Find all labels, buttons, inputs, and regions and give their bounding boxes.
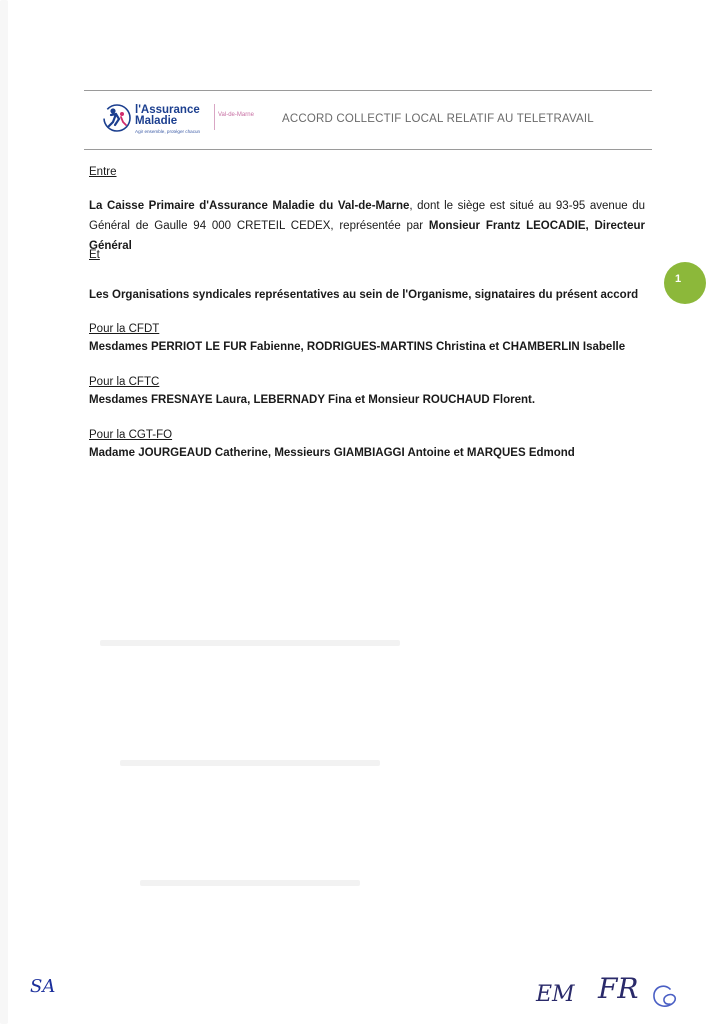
logo-region: Val-de-Marne	[218, 112, 254, 118]
assurance-maladie-logo	[102, 101, 212, 141]
handwritten-initials-left: SA	[30, 976, 56, 997]
header-rule-bottom	[84, 149, 652, 150]
organisations-statement: Les Organisations syndicales représentatives au sein de l'Organisme, signataires du présent accord	[89, 289, 639, 301]
document-title: ACCORD COLLECTIF LOCAL RELATIF AU TELETRAVAIL	[282, 113, 594, 125]
running-figures-logo-icon	[102, 103, 132, 133]
caisse-address: , dont le siège est situé au 93-95 avenue du Général de Gaulle 94 000 CRETEIL CEDEX, représentée par	[89, 200, 645, 232]
scan-ghost	[0, 0, 8, 1024]
scan-ghost	[140, 880, 360, 886]
union-members-cftc: Mesdames FRESNAYE Laura, LEBERNADY Fina et Monsieur ROUCHAUD Florent.	[89, 394, 536, 406]
page-number: 1	[675, 273, 682, 285]
scan-ghost	[100, 640, 400, 646]
handwritten-initials-fr: FR	[598, 972, 639, 1005]
union-heading-cgt-fo: Pour la CGT-FO	[89, 429, 173, 441]
logo-wordmark-line2: Maladie	[135, 115, 178, 127]
union-heading-cfdt: Pour la CFDT	[89, 323, 160, 335]
union-heading-cftc: Pour la CFTC	[89, 376, 160, 388]
page-number-badge	[664, 262, 706, 304]
union-members-cfdt: Mesdames PERRIOT LE FUR Fabienne, RODRIGUES-MARTINS Christina et CHAMBERLIN Isabelle	[89, 341, 626, 353]
handwritten-initials-em: EM	[536, 982, 575, 1007]
logo-wordmark-line1: l'Assurance	[135, 104, 200, 116]
et-label: Et	[89, 249, 100, 261]
caisse-paragraph	[89, 196, 645, 256]
union-members-cgt-fo: Madame JOURGEAUD Catherine, Messieurs GIAMBIAGGI Antoine et MARQUES Edmond	[89, 447, 575, 459]
caisse-name: La Caisse Primaire d'Assurance Maladie du Val-de-Marne	[89, 200, 410, 212]
caisse-representative: Monsieur Frantz LEOCADIE, Directeur Général	[89, 220, 645, 252]
handwritten-signature-mark	[648, 980, 682, 1014]
logo-tagline: Agir ensemble, protéger chacun	[135, 129, 201, 134]
entre-label: Entre	[89, 166, 117, 178]
logo-divider	[214, 104, 215, 130]
scan-ghost	[120, 760, 380, 766]
header-rule-top	[84, 90, 652, 91]
logo-wordmark	[135, 105, 200, 127]
